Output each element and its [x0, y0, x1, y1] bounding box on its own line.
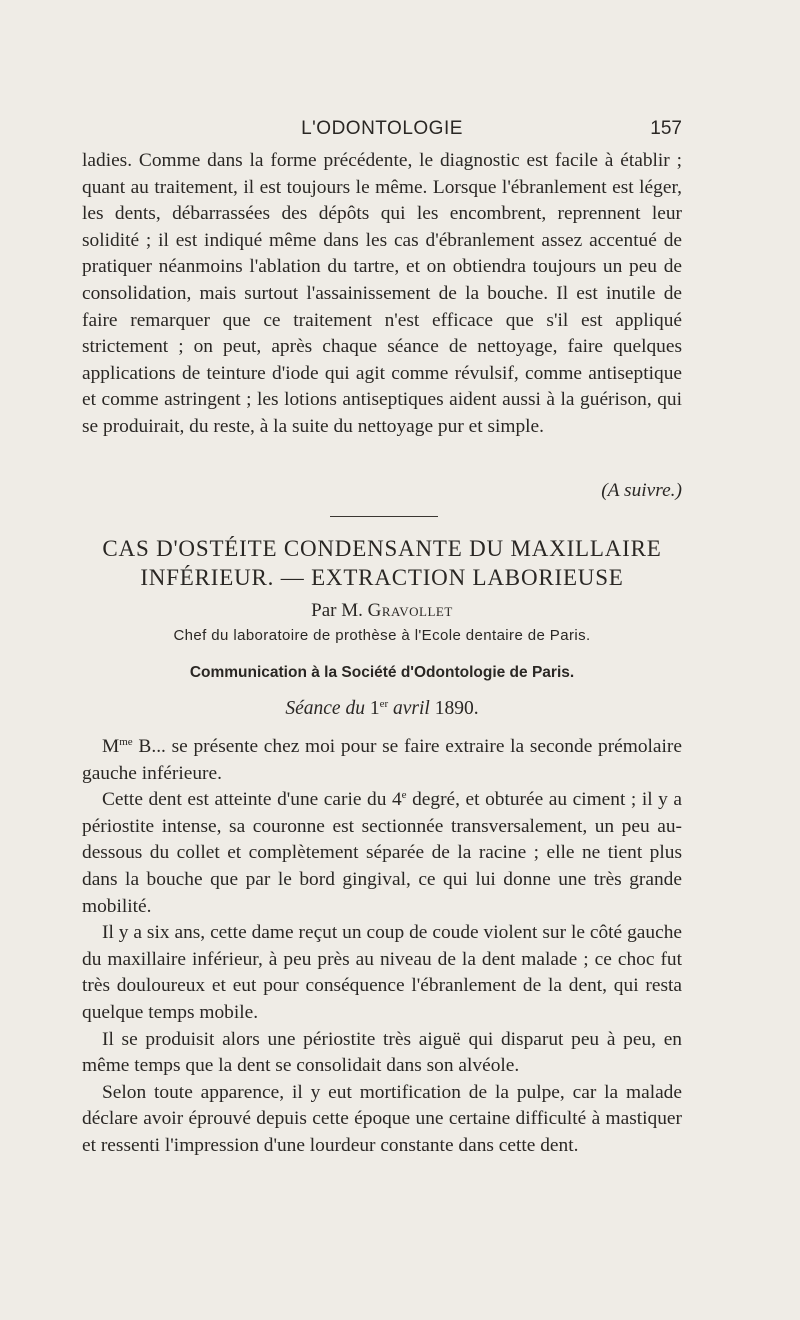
paragraph-2-text: degré, et obturée au ciment ; il y a périostite intense, sa couronne est sectionnée transversalement, un peu au-dessous du collet et complètement séparée de la racine ; elle ne tient plus dans la bouche que par le bord gingival, ce qui lui donne une très grande mobilité. [82, 789, 682, 917]
author-affiliation: Chef du laboratoire de prothèse à l'Ecole dentaire de Paris. [173, 627, 591, 644]
session-day: 1er [369, 698, 389, 719]
article-paragraph [82, 734, 682, 787]
continuation-text [82, 148, 682, 441]
page-number: 157 [650, 118, 682, 139]
paragraph-2-start: Cette dent est atteinte d'une carie du 4 [102, 789, 402, 811]
article-paragraph: Il se produisit alors une périostite très aiguë qui disparut peu à peu, en même temps que la dent se consolidait dans son alvéole. [82, 1028, 682, 1077]
article-paragraph: Selon toute apparence, il y eut mortification de la pulpe, car la malade déclare avoir éprouvé depuis cette époque une certaine difficulté à mastiquer et ressenti l'impression d'une lourdeur constante dans cette dent. [82, 1081, 682, 1156]
communication-note: Communication à la Société d'Odontologie de Paris. [189, 664, 575, 681]
article-paragraph [82, 787, 682, 920]
madame-abbreviation: M [102, 736, 120, 757]
paragraph-1-text: B... se présente chez moi pour se faire extraire la seconde prémolaire gauche inférieure. [82, 736, 682, 784]
session-label: Séance du [285, 698, 365, 719]
article-title [82, 534, 682, 592]
byline [82, 600, 682, 622]
author-name: Gravollet [367, 600, 453, 621]
degree-ordinal: e [401, 789, 407, 802]
madame-abbreviation-sup: me [119, 736, 133, 748]
running-head [82, 118, 682, 146]
journal-title: L'ODONTOLOGIE [301, 118, 463, 139]
session-day-ordinal: er [379, 698, 389, 710]
article-title-line-2: INFÉRIEUR. — EXTRACTION LABORIEUSE [140, 565, 624, 590]
article-paragraph: Il y a six ans, cette dame reçut un coup de coude violent sur le côté gauche du maxillaire inférieur, à peu près au niveau de la dent malade ; ce choc fut très douloureux et eut pour conséquence l'ébranlement de la dent, qui resta quelque temps mobile. [82, 922, 682, 1023]
session-year: 1890. [434, 698, 479, 719]
article-body [82, 734, 682, 1160]
byline-prefix: Par M. [311, 600, 363, 621]
to-be-continued: (A suivre.) [601, 480, 682, 501]
session-month: avril [393, 698, 430, 719]
section-divider [330, 516, 438, 517]
session-date [82, 698, 682, 720]
article-title-line-1: CAS D'OSTÉITE CONDENSANTE DU MAXILLAIRE [102, 536, 662, 561]
continuation-paragraph: ladies. Comme dans la forme précédente, le diagnostic est facile à établir ; quant au traitement, il est toujours le même. Lorsque l'ébranlement est léger, les dents, débarrassées des dépôts qui les encombrent, reprennent leur solidité ; il est indiqué même dans les cas d'ébranlement assez accentué de pratiquer néanmoins l'ablation du tartre, et on obtiendra toujours un peu de consolidation, mais surtout l'assainissement de la bouche. Il est inutile de faire remarquer que ce traitement n'est efficace que s'il est appliqué strictement ; on peut, après chaque séance de nettoyage, faire quelques applications de teinture d'iode qui agit comme révulsif, comme antiseptique et comme astringent ; les lotions antiseptiques aident aussi à la guérison, qui se produirait, du reste, à la suite du nettoyage pur et simple. [82, 150, 682, 437]
